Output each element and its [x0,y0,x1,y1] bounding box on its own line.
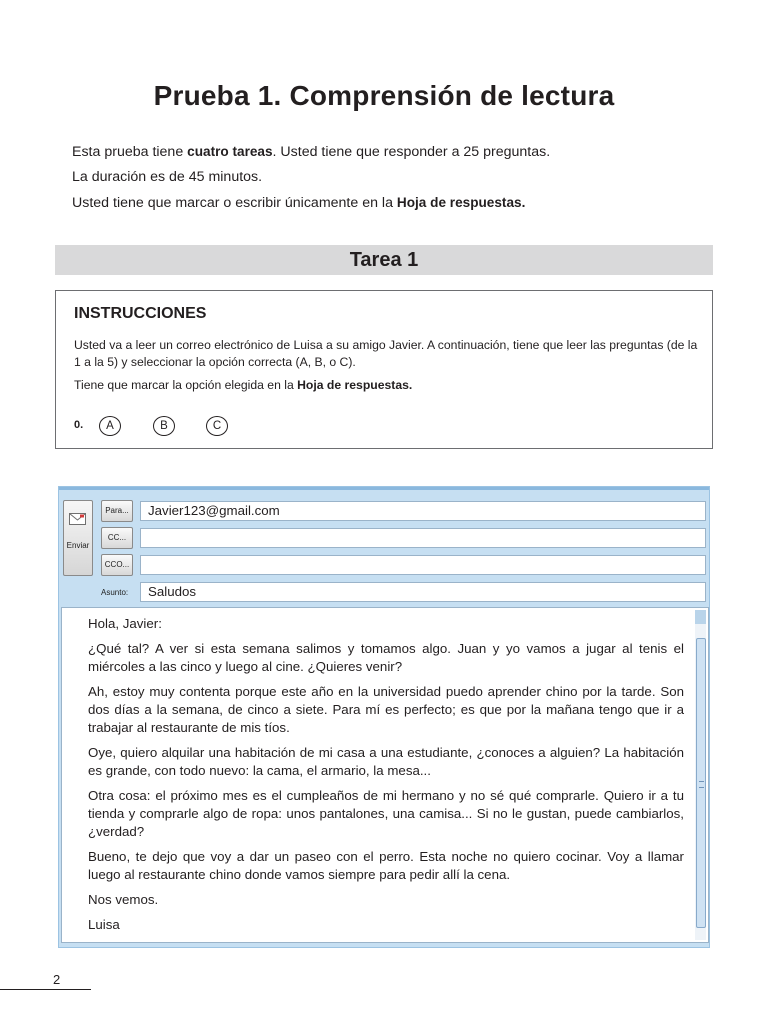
message-paragraph: Otra cosa: el próximo mes es el cumpleaños de mi hermano y no sé qué comprarle. Quiero ir a tu tienda y comprarle algo de ropa: unos pantalones, una camisa... Si no le gustan, puede cambiarlos, ¿verdad? [88,788,684,839]
to-button[interactable]: Para... [101,500,133,522]
option-a-circle: A [99,416,121,436]
message-paragraph: Luisa [88,917,120,932]
option-b-circle: B [153,416,175,436]
example-number: 0. [74,419,84,431]
intro-line-2: La duración es de 45 minutos. [72,169,263,185]
instructions-paragraph-1: Usted va a leer un correo electrónico de Luisa a su amigo Javier. A continuación, tiene que leer las preguntas (de la 1 a la 5) y seleccionar la opción correcta (A, B, o C). [74,338,698,369]
to-field[interactable]: Javier123@gmail.com [140,501,706,521]
intro-line-3: Usted tiene que marcar o escribir únicamente en la Hoja de respuestas. [72,195,526,211]
window-top-border [59,487,709,490]
message-paragraph: Ah, estoy muy contenta porque este año en la universidad puedo aprender chino por la tarde. Son dos días a la semana, de cinco a siete. Para mí es perfecto; es que por la mañana tengo que ir a trabajar al restaurante de mis tíos. [88,684,684,735]
option-c-circle: C [206,416,228,436]
page-number: 2 [53,972,61,987]
intro-text [72,139,550,216]
send-button[interactable] [63,500,93,576]
vertical-scrollbar[interactable] [695,610,706,940]
message-body[interactable] [61,607,709,943]
email-compose-window [58,486,710,948]
instructions-box [55,290,713,449]
send-button-label: Enviar [66,541,90,550]
message-paragraph: Nos vemos. [88,892,159,907]
message-text [88,615,684,941]
instructions-heading: INSTRUCCIONES [74,305,207,322]
message-paragraph: ¿Qué tal? A ver si esta semana salimos y tomamos algo. Juan y yo vamos a jugar al tenis el miércoles a las cinco y luego al cine. ¿Quieres venir? [88,641,684,674]
instructions-text [74,337,702,400]
message-paragraph: Oye, quiero alquilar una habitación de mi casa a una estudiante, ¿conoces a alguien? La habitación es grande, con todo nuevo: la cama, el armario, la mesa... [88,745,684,778]
footer-rule [0,989,91,990]
subject-field[interactable]: Saludos [140,582,706,602]
message-paragraph: Hola, Javier: [88,616,162,631]
bcc-field[interactable] [140,555,706,575]
task-heading: Tarea 1 [55,245,713,275]
cc-button[interactable]: CC... [101,527,133,549]
intro-line-1: Esta prueba tiene cuatro tareas. Usted tiene que responder a 25 preguntas. [72,144,551,160]
envelope-icon [69,513,86,525]
message-paragraph: Bueno, te dejo que voy a dar un paseo con el perro. Esta noche no quiero cocinar. Voy a llamar luego al restaurante chino donde vamos siempre para pedir allí la cena. [88,849,684,882]
subject-label: Asunto: [101,588,129,597]
scroll-up-arrow-icon[interactable] [695,610,706,624]
instructions-paragraph-2: Tiene que marcar la opción elegida en la Hoja de respuestas. [74,378,413,392]
bcc-button[interactable]: CCO... [101,554,133,576]
scroll-thumb[interactable] [696,638,706,928]
page-title: Prueba 1. Comprensión de lectura [153,80,615,111]
cc-field[interactable] [140,528,706,548]
scroll-grip-icon [699,781,704,788]
